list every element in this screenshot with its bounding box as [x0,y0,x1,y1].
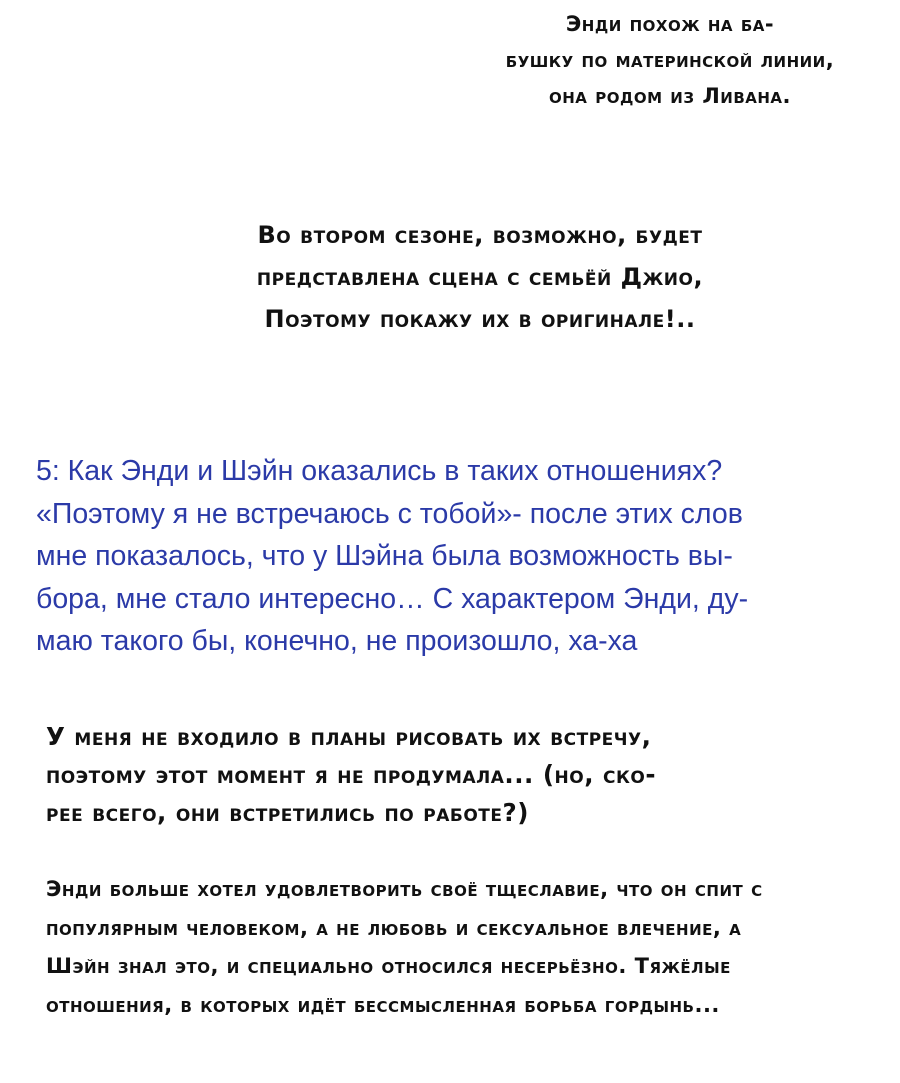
answer-line: отношения, в которых идёт бессмысленная борьба гордынь... [46,992,720,1017]
author-answer-part-2 [46,870,866,1024]
note-line: она родом из Ливана. [548,84,792,108]
author-answer-part-1 [46,718,866,832]
note-line: Поэтому покажу их в оригинале!.. [264,305,696,333]
reader-question-5 [36,450,866,663]
question-line: бора, мне стало интересно… С характером Энди, ду- [36,582,749,615]
question-line: 5: Как Энди и Шэйн оказались в таких отношениях? [36,455,723,487]
author-note-lebanon [470,6,870,114]
answer-line: популярным человеком, а не любовь и сексуальное влечение, а [46,915,742,940]
answer-line: Шэйн знал это, и специально относился несерьёзно. Тяжёлые [46,954,731,978]
question-line: «Поэтому я не встречаюсь с тобой»- после этих слов [36,497,743,530]
question-line: мне показалось, что у Шэйна была возможность вы- [36,540,733,572]
answer-line: поэтому этот момент я не продумала... (но, ско- [46,760,657,789]
note-line: Во втором сезоне, возможно, будет [257,221,703,249]
note-line: представлена сцена с семьёй Джио, [256,263,704,291]
author-note-season-two [170,214,790,340]
answer-line: У меня не входило в планы рисовать их встречу, [46,722,652,751]
answer-line: Энди больше хотел удовлетворить своё тщеславие, что он спит с [46,877,763,901]
note-line: Энди похож на ба- [565,12,775,36]
answer-line: рее всего, они встретились по работе?) [46,798,529,827]
question-line: маю такого бы, конечно, не произошло, ха-ха [36,625,638,657]
note-line: бушку по материнской линии, [505,48,835,72]
